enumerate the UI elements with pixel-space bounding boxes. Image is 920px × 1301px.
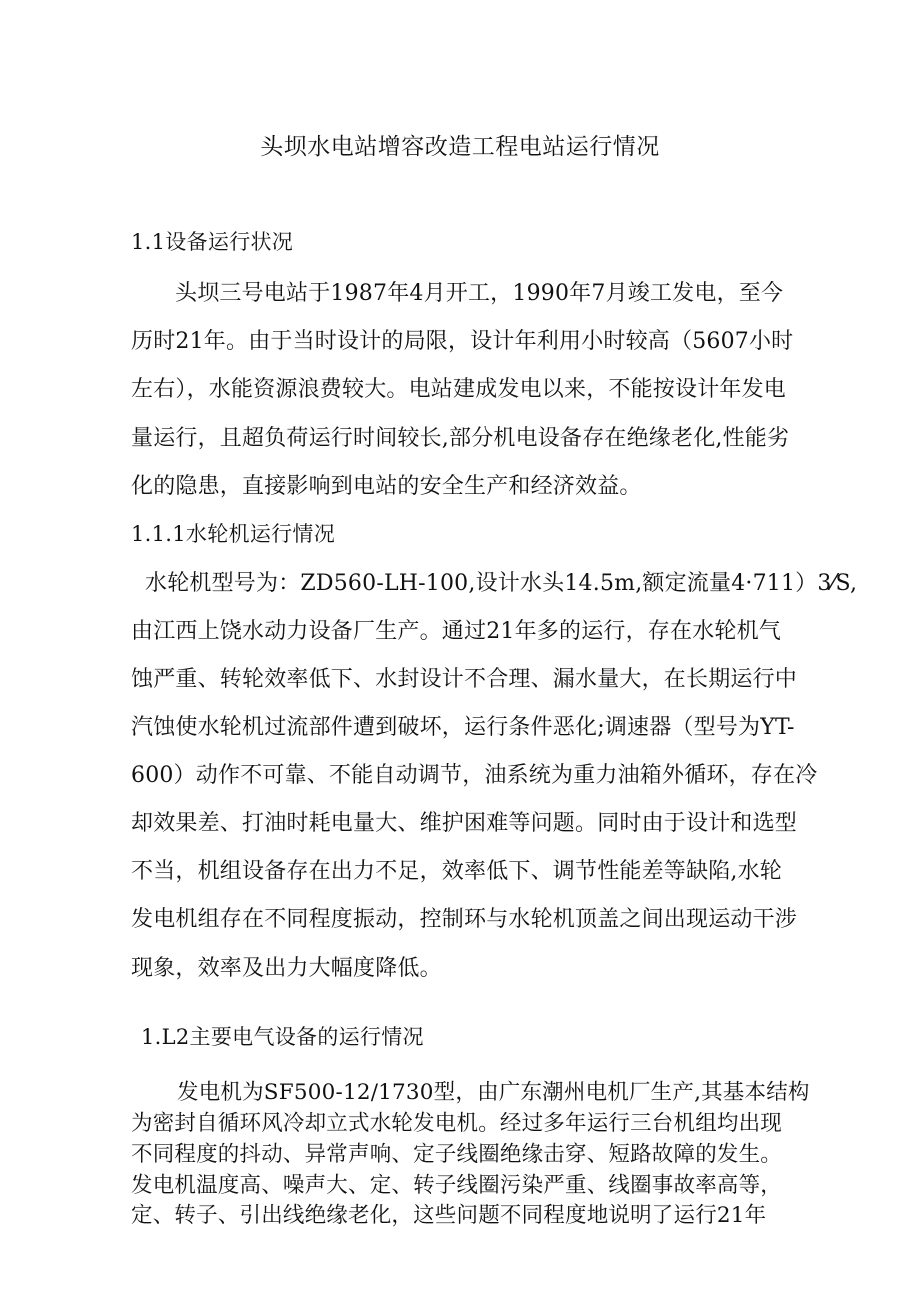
paragraph-line: 头坝三号电站于1987年4月开工，1990年7月竣工发电，至今 <box>175 281 784 306</box>
paragraph-line: 发电机为SF500-12/1730型，由广东潮州电机厂生产,其基本结构 <box>177 1080 810 1105</box>
paragraph-line: 左右），水能资源浪费较大。电站建成发电以来，不能按设计年发电 <box>131 377 787 402</box>
paragraph-line: 化的隐患，直接影响到电站的安全生产和经济效益。 <box>131 474 642 499</box>
section-heading-1-1-2: 1.L2主要电气设备的运行情况 <box>141 1025 424 1049</box>
paragraph-line: 不当，机组设备存在出力不足，效率低下、调节性能差等缺陷,水轮 <box>131 859 782 884</box>
paragraph-line: 发电机温度高、噪声大、定、转子线圈污染严重、线圈事故率高等， <box>131 1173 783 1198</box>
paragraph-line: 历时21年。由于当时设计的局限，设计年利用小时较高（5607小时 <box>131 329 794 354</box>
paragraph-line: 却效果差、打油时耗电量大、维护困难等问题。同时由于设计和选型 <box>131 811 798 836</box>
paragraph-line: 由江西上饶水动力设备厂生产。通过21年多的运行，存在水轮机气 <box>131 619 781 644</box>
section-heading-1-1-1: 1.1.1水轮机运行情况 <box>131 522 336 546</box>
paragraph-line: 不同程度的抖动、异常声响、定子线圈绝缘击穿、短路故障的发生。 <box>131 1142 783 1167</box>
document-title: 头坝水电站增容改造工程电站运行情况 <box>260 134 660 160</box>
paragraph-line: 定、转子、引出线绝缘老化，这些问题不同程度地说明了运行21年 <box>131 1203 767 1228</box>
section-heading-1-1: 1.1设备运行状况 <box>131 230 294 254</box>
paragraph-line: 600）动作不可靠、不能自动调节，油系统为重力油箱外循环，存在冷 <box>131 763 818 788</box>
paragraph-line: 水轮机型号为：ZD560-LH-100,设计水头14.5m,额定流量4·711）3⁄S, <box>145 571 858 596</box>
paragraph-line: 现象，效率及出力大幅度降低。 <box>131 956 442 981</box>
paragraph-line: 量运行，且超负荷运行时间较长,部分机电设备存在绝缘老化,性能劣 <box>131 426 790 451</box>
paragraph-line: 汽蚀使水轮机过流部件遭到破坏，运行条件恶化;调速器（型号为YT- <box>131 715 795 740</box>
paragraph-line: 为密封自循环风冷却立式水轮发电机。经过多年运行三台机组均出现 <box>131 1111 783 1136</box>
paragraph-line: 蚀严重、转轮效率低下、水封设计不合理、漏水量大，在长期运行中 <box>131 667 798 692</box>
paragraph-line: 发电机组存在不同程度振动，控制环与水轮机顶盖之间出现运动干涉 <box>131 907 798 932</box>
